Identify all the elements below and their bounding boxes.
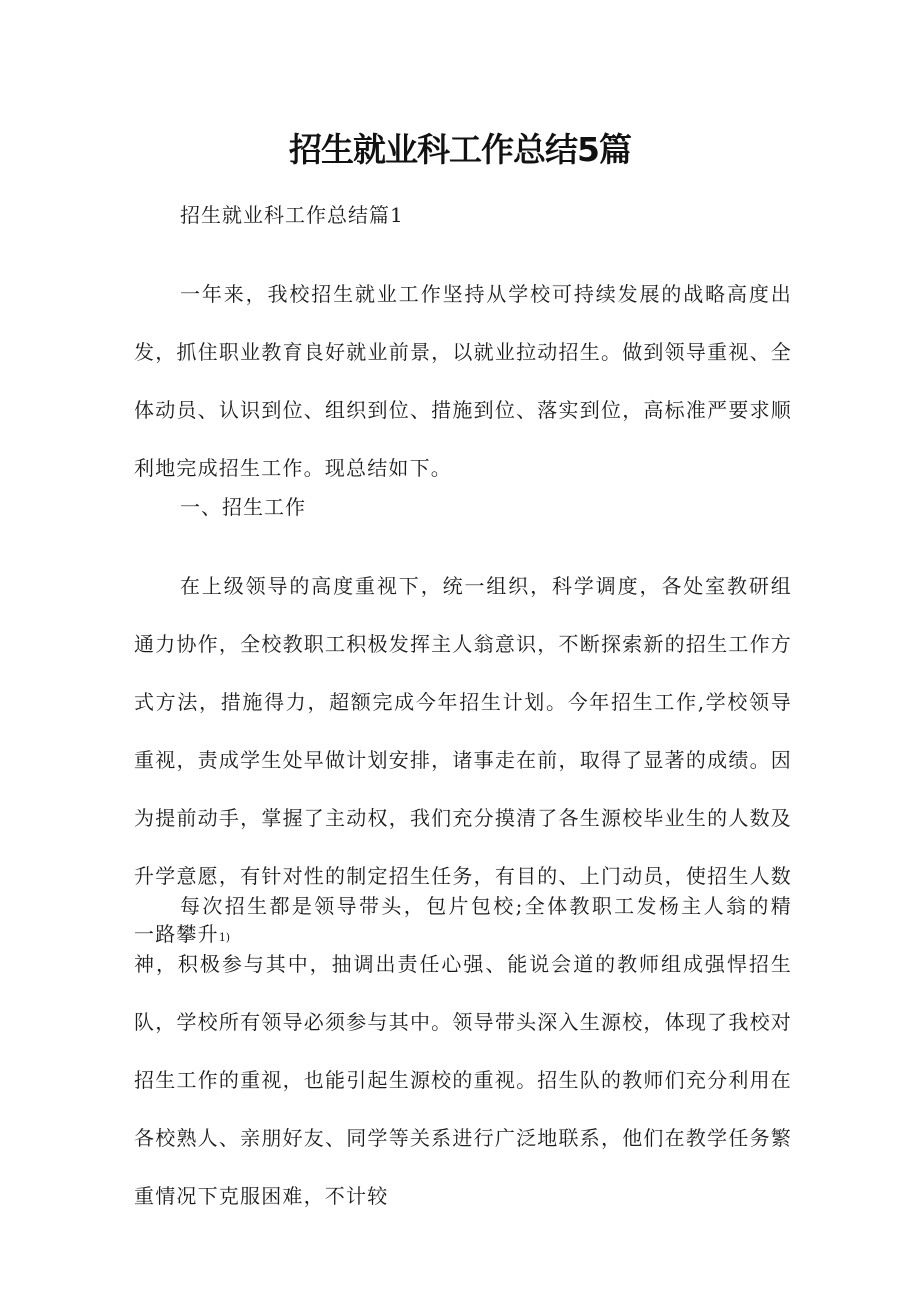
- paragraph-intro: 一年来，我校招生就业工作坚持从学校可持续发展的战略高度出发，抓住职业教育良好就业前景，以就业拉动招生。做到领导重视、全体动员、认识到位、组织到位、措施到位、落实到位，高标准严要求顺利地完成招生工作。现总结如下。: [134, 282, 792, 480]
- footnote-mark: 1): [218, 931, 231, 944]
- document-title: 招生就业科工作总结5篇: [289, 130, 631, 169]
- paragraph-leadership: 每次招生都是领导带头，包片包校;全体教职工发杨主人翁的精神，积极参与其中，抽调出责任心强、能说会道的教师组成强悍招生队，学校所有领导必须参与其中。领导带头深入生源校，体现了我校对招生工作的重视，也能引起生源校的重视。招生队的教师们充分利用在各校熟人、亲朋好友、同学等关系进行广泛地联系，他们在教学任务繁重情况下克服困难，不计较: [134, 894, 792, 1208]
- section-heading-enrollment: 一、招生工作: [180, 495, 306, 519]
- document-subtitle: 招生就业科工作总结篇1: [180, 203, 404, 227]
- paragraph-enrollment-text: 在上级领导的高度重视下，统一组织，科学调度，各处室教研组通力协作，全校教职工积极发挥主人翁意识，不断探索新的招生工作方式方法，措施得力，超额完成今年招生计划。今年招生工作,学校领导重视，责成学生处早做计划安排，诸事走在前，取得了显著的成绩。因为提前动手，掌握了主动权，我们充分摸清了各生源校毕业生的人数及升学意愿，有针对性的制定招生任务，有目的、上门动员，使招生人数一路攀升: [134, 574, 792, 946]
